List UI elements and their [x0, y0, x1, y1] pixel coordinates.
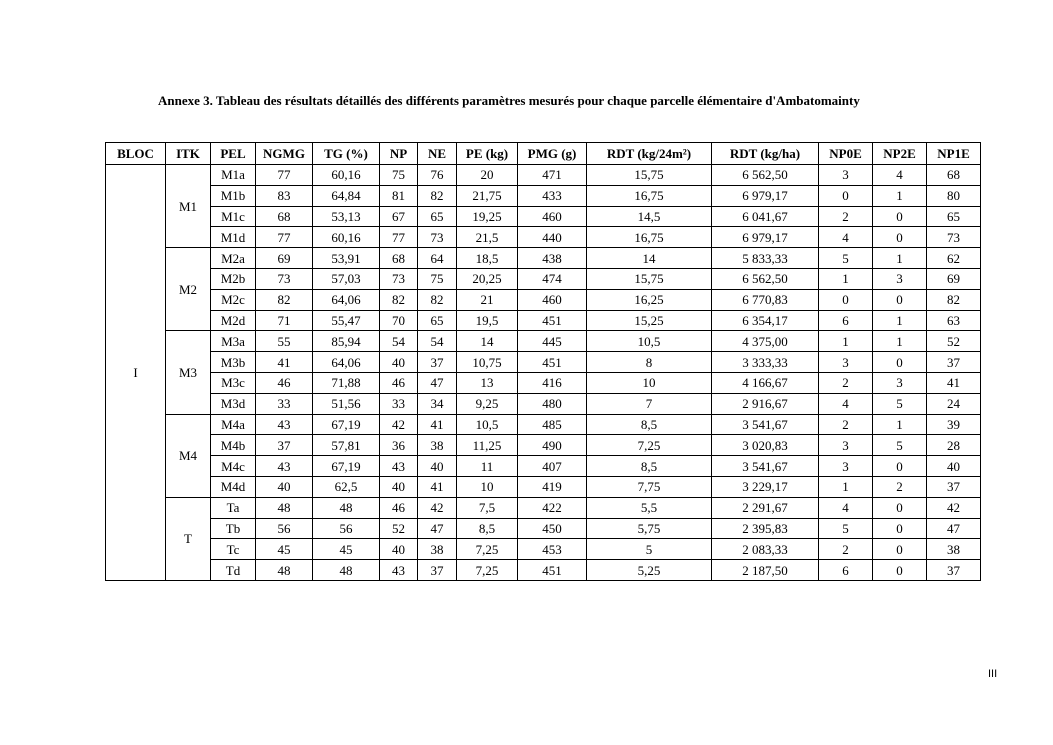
table-cell: 3	[819, 165, 873, 186]
table-cell: 21,5	[457, 227, 518, 248]
table-row	[106, 456, 981, 477]
bloc-cell: I	[106, 165, 166, 581]
table-cell: 460	[518, 289, 587, 310]
table-cell: 3	[873, 268, 927, 289]
table-cell: 0	[873, 289, 927, 310]
table-cell: 3	[819, 352, 873, 373]
table-cell: Td	[211, 560, 256, 581]
table-cell: 3 541,67	[712, 414, 819, 435]
table-cell: 4	[819, 227, 873, 248]
table-cell: 48	[313, 560, 380, 581]
table-cell: 28	[927, 435, 981, 456]
table-row	[106, 227, 981, 248]
table-cell: 56	[313, 518, 380, 539]
table-cell: 40	[418, 456, 457, 477]
table-cell: Tb	[211, 518, 256, 539]
table-cell: 4 166,67	[712, 372, 819, 393]
table-cell: 450	[518, 518, 587, 539]
table-cell: 2	[819, 414, 873, 435]
table-cell: 68	[380, 248, 418, 269]
table-cell: Ta	[211, 497, 256, 518]
table-cell: 67,19	[313, 456, 380, 477]
table-cell: 76	[418, 165, 457, 186]
table-cell: M2c	[211, 289, 256, 310]
table-cell: 73	[418, 227, 457, 248]
table-cell: 20,25	[457, 268, 518, 289]
table-cell: M1d	[211, 227, 256, 248]
table-row	[106, 518, 981, 539]
column-header: RDT (kg/24m²)	[587, 143, 712, 165]
column-header: NP	[380, 143, 418, 165]
itk-cell: M4	[166, 414, 211, 497]
table-cell: 80	[927, 185, 981, 206]
table-cell: 474	[518, 268, 587, 289]
table-cell: 0	[873, 456, 927, 477]
table-cell: 4	[873, 165, 927, 186]
table-cell: M4d	[211, 476, 256, 497]
table-row	[106, 268, 981, 289]
table-cell: 2 395,83	[712, 518, 819, 539]
table-cell: 6	[819, 560, 873, 581]
table-cell: 47	[418, 372, 457, 393]
column-header: NP1E	[927, 143, 981, 165]
table-cell: 43	[380, 560, 418, 581]
table-cell: 55	[256, 331, 313, 352]
table-cell: 7	[587, 393, 712, 414]
table-cell: 5,25	[587, 560, 712, 581]
table-cell: 0	[873, 497, 927, 518]
table-cell: 6	[819, 310, 873, 331]
table-cell: M4c	[211, 456, 256, 477]
table-cell: 65	[418, 206, 457, 227]
table-cell: 56	[256, 518, 313, 539]
table-cell: 46	[256, 372, 313, 393]
table-cell: 0	[873, 206, 927, 227]
table-cell: 3 541,67	[712, 456, 819, 477]
table-cell: 2	[819, 539, 873, 560]
table-cell: 19,5	[457, 310, 518, 331]
table-row	[106, 539, 981, 560]
table-cell: 83	[256, 185, 313, 206]
table-cell: 16,75	[587, 227, 712, 248]
table-cell: 451	[518, 310, 587, 331]
table-row	[106, 393, 981, 414]
table-cell: 40	[927, 456, 981, 477]
table-cell: 36	[380, 435, 418, 456]
table-cell: 65	[418, 310, 457, 331]
table-cell: 11	[457, 456, 518, 477]
table-cell: 75	[380, 165, 418, 186]
table-cell: 43	[256, 456, 313, 477]
table-cell: 2 083,33	[712, 539, 819, 560]
table-cell: 62,5	[313, 476, 380, 497]
table-cell: 6 979,17	[712, 227, 819, 248]
table-cell: 0	[873, 227, 927, 248]
table-row	[106, 414, 981, 435]
table-cell: 7,75	[587, 476, 712, 497]
table-cell: 2	[873, 476, 927, 497]
table-row	[106, 497, 981, 518]
table-cell: 471	[518, 165, 587, 186]
table-cell: 48	[256, 560, 313, 581]
table-cell: 5	[873, 435, 927, 456]
table-cell: 48	[313, 497, 380, 518]
table-cell: 14,5	[587, 206, 712, 227]
table-cell: 0	[873, 518, 927, 539]
table-cell: 47	[418, 518, 457, 539]
table-cell: 8	[587, 352, 712, 373]
table-cell: 37	[418, 352, 457, 373]
table-cell: 40	[380, 352, 418, 373]
table-cell: M3b	[211, 352, 256, 373]
table-cell: 6 770,83	[712, 289, 819, 310]
table-cell: 37	[927, 476, 981, 497]
table-cell: 10	[457, 476, 518, 497]
table-cell: 54	[418, 331, 457, 352]
table-cell: 64,06	[313, 289, 380, 310]
table-cell: 41	[418, 414, 457, 435]
table-cell: M1a	[211, 165, 256, 186]
table-cell: M1c	[211, 206, 256, 227]
table-cell: 451	[518, 560, 587, 581]
table-row	[106, 185, 981, 206]
table-cell: 69	[256, 248, 313, 269]
column-header: NE	[418, 143, 457, 165]
table-cell: M2d	[211, 310, 256, 331]
table-cell: 490	[518, 435, 587, 456]
column-header: NP2E	[873, 143, 927, 165]
table-cell: 57,03	[313, 268, 380, 289]
table-cell: 41	[256, 352, 313, 373]
table-cell: 5	[587, 539, 712, 560]
table-cell: 440	[518, 227, 587, 248]
table-cell: 6 562,50	[712, 165, 819, 186]
table-row	[106, 310, 981, 331]
table-cell: 73	[927, 227, 981, 248]
table-cell: 407	[518, 456, 587, 477]
table-cell: 52	[927, 331, 981, 352]
itk-cell: M2	[166, 248, 211, 331]
table-cell: 438	[518, 248, 587, 269]
table-cell: 5 833,33	[712, 248, 819, 269]
table-cell: 0	[873, 352, 927, 373]
table-cell: 48	[256, 497, 313, 518]
table-cell: 41	[418, 476, 457, 497]
table-cell: 64,06	[313, 352, 380, 373]
table-cell: 60,16	[313, 227, 380, 248]
table-cell: 42	[380, 414, 418, 435]
table-cell: 81	[380, 185, 418, 206]
table-cell: M2a	[211, 248, 256, 269]
table-cell: 3 020,83	[712, 435, 819, 456]
table-cell: 14	[587, 248, 712, 269]
table-cell: 53,13	[313, 206, 380, 227]
table-cell: 51,56	[313, 393, 380, 414]
table-row	[106, 165, 981, 186]
itk-cell: M1	[166, 165, 211, 248]
column-header: NGMG	[256, 143, 313, 165]
table-cell: 46	[380, 372, 418, 393]
table-cell: M4b	[211, 435, 256, 456]
table-cell: 4 375,00	[712, 331, 819, 352]
table-cell: 7,5	[457, 497, 518, 518]
table-cell: 38	[927, 539, 981, 560]
table-row	[106, 372, 981, 393]
table-cell: 3	[819, 456, 873, 477]
table-row	[106, 476, 981, 497]
table-cell: 445	[518, 331, 587, 352]
table-header	[106, 143, 981, 165]
table-cell: 7,25	[587, 435, 712, 456]
table-row	[106, 206, 981, 227]
table-cell: 73	[380, 268, 418, 289]
table-cell: 46	[380, 497, 418, 518]
table-cell: 6 041,67	[712, 206, 819, 227]
table-cell: 9,25	[457, 393, 518, 414]
table-cell: 34	[418, 393, 457, 414]
table-cell: 64	[418, 248, 457, 269]
table-cell: 57,81	[313, 435, 380, 456]
table-cell: 3	[873, 372, 927, 393]
table-cell: 82	[927, 289, 981, 310]
column-header: PEL	[211, 143, 256, 165]
table-cell: 54	[380, 331, 418, 352]
itk-cell: T	[166, 497, 211, 580]
table-cell: 82	[418, 185, 457, 206]
table-cell: 3 229,17	[712, 476, 819, 497]
table-cell: 8,5	[457, 518, 518, 539]
table-cell: 38	[418, 539, 457, 560]
table-cell: 4	[819, 497, 873, 518]
table-cell: 43	[256, 414, 313, 435]
table-cell: 73	[256, 268, 313, 289]
table-cell: 485	[518, 414, 587, 435]
table-row	[106, 248, 981, 269]
table-cell: 85,94	[313, 331, 380, 352]
table-row	[106, 435, 981, 456]
table-cell: 1	[873, 414, 927, 435]
table-cell: 433	[518, 185, 587, 206]
header-row	[106, 143, 981, 165]
table-cell: 2 916,67	[712, 393, 819, 414]
table-cell: 33	[256, 393, 313, 414]
table-cell: 71	[256, 310, 313, 331]
table-cell: 24	[927, 393, 981, 414]
table-cell: 2	[819, 372, 873, 393]
table-cell: 37	[927, 352, 981, 373]
table-cell: 82	[256, 289, 313, 310]
table-cell: 4	[819, 393, 873, 414]
table-cell: 77	[256, 227, 313, 248]
table-cell: 41	[927, 372, 981, 393]
column-header: BLOC	[106, 143, 166, 165]
table-row	[106, 331, 981, 352]
table-cell: 52	[380, 518, 418, 539]
table-cell: 19,25	[457, 206, 518, 227]
table-cell: 38	[418, 435, 457, 456]
table-cell: 0	[873, 539, 927, 560]
table-cell: 2	[819, 206, 873, 227]
table-cell: 65	[927, 206, 981, 227]
table-cell: 10,75	[457, 352, 518, 373]
table-cell: 45	[313, 539, 380, 560]
table-cell: 8,5	[587, 414, 712, 435]
table-cell: 62	[927, 248, 981, 269]
table-cell: 39	[927, 414, 981, 435]
table-cell: 1	[819, 476, 873, 497]
table-cell: 416	[518, 372, 587, 393]
table-cell: 68	[256, 206, 313, 227]
column-header: TG (%)	[313, 143, 380, 165]
table-cell: 15,75	[587, 268, 712, 289]
table-cell: 68	[927, 165, 981, 186]
table-cell: 42	[927, 497, 981, 518]
column-header: ITK	[166, 143, 211, 165]
table-cell: 43	[380, 456, 418, 477]
table-cell: 67,19	[313, 414, 380, 435]
table-cell: 10	[587, 372, 712, 393]
table-cell: 15,25	[587, 310, 712, 331]
table-cell: 3 333,33	[712, 352, 819, 373]
table-cell: 75	[418, 268, 457, 289]
table-cell: 0	[873, 560, 927, 581]
table-cell: M3a	[211, 331, 256, 352]
table-row	[106, 289, 981, 310]
table-cell: 55,47	[313, 310, 380, 331]
table-cell: 13	[457, 372, 518, 393]
table-cell: 0	[819, 289, 873, 310]
table-cell: 82	[418, 289, 457, 310]
table-cell: 3	[819, 435, 873, 456]
table-cell: 0	[819, 185, 873, 206]
table-cell: 422	[518, 497, 587, 518]
table-cell: M2b	[211, 268, 256, 289]
table-cell: 16,75	[587, 185, 712, 206]
table-cell: M3c	[211, 372, 256, 393]
table-cell: 1	[873, 331, 927, 352]
table-cell: 7,25	[457, 539, 518, 560]
table-cell: 6 354,17	[712, 310, 819, 331]
table-cell: 1	[873, 310, 927, 331]
table-row	[106, 560, 981, 581]
table-cell: 70	[380, 310, 418, 331]
column-header: PE (kg)	[457, 143, 518, 165]
table-cell: 419	[518, 476, 587, 497]
table-cell: 1	[819, 268, 873, 289]
table-cell: 451	[518, 352, 587, 373]
table-cell: M3d	[211, 393, 256, 414]
table-cell: 37	[927, 560, 981, 581]
table-cell: 33	[380, 393, 418, 414]
table-cell: 40	[380, 476, 418, 497]
itk-cell: M3	[166, 331, 211, 414]
table-cell: 20	[457, 165, 518, 186]
table-cell: 40	[380, 539, 418, 560]
table-cell: 2 291,67	[712, 497, 819, 518]
column-header: RDT (kg/ha)	[712, 143, 819, 165]
table-cell: 47	[927, 518, 981, 539]
column-header: NP0E	[819, 143, 873, 165]
table-cell: 5	[819, 248, 873, 269]
table-cell: 5,75	[587, 518, 712, 539]
table-cell: 21	[457, 289, 518, 310]
table-cell: 6 979,17	[712, 185, 819, 206]
table-cell: 460	[518, 206, 587, 227]
table-cell: 480	[518, 393, 587, 414]
table-cell: 453	[518, 539, 587, 560]
table-cell: 5	[819, 518, 873, 539]
table-cell: 6 562,50	[712, 268, 819, 289]
table-cell: 71,88	[313, 372, 380, 393]
table-cell: 5	[873, 393, 927, 414]
table-cell: 2 187,50	[712, 560, 819, 581]
table-cell: Tc	[211, 539, 256, 560]
table-cell: 82	[380, 289, 418, 310]
table-cell: 7,25	[457, 560, 518, 581]
table-cell: 11,25	[457, 435, 518, 456]
table-cell: 42	[418, 497, 457, 518]
table-cell: 8,5	[587, 456, 712, 477]
table-cell: 1	[873, 185, 927, 206]
table-cell: 1	[819, 331, 873, 352]
table-cell: 10,5	[457, 414, 518, 435]
table-cell: 40	[256, 476, 313, 497]
table-cell: 45	[256, 539, 313, 560]
table-cell: 21,75	[457, 185, 518, 206]
table-cell: 77	[380, 227, 418, 248]
table-cell: 14	[457, 331, 518, 352]
table-title: Annexe 3. Tableau des résultats détaillés des différents paramètres mesurés pour chaque parcelle élémentaire d'Ambatomainty	[158, 93, 860, 108]
table-cell: M4a	[211, 414, 256, 435]
table-cell: 64,84	[313, 185, 380, 206]
table-cell: 77	[256, 165, 313, 186]
table-cell: 53,91	[313, 248, 380, 269]
results-table	[105, 142, 981, 581]
table-cell: 1	[873, 248, 927, 269]
table-cell: 5,5	[587, 497, 712, 518]
table-cell: 37	[256, 435, 313, 456]
table-body	[106, 165, 981, 581]
table-cell: 60,16	[313, 165, 380, 186]
table-cell: 37	[418, 560, 457, 581]
table-cell: 10,5	[587, 331, 712, 352]
table-cell: M1b	[211, 185, 256, 206]
column-header: PMG (g)	[518, 143, 587, 165]
table-cell: 16,25	[587, 289, 712, 310]
table-cell: 63	[927, 310, 981, 331]
table-cell: 67	[380, 206, 418, 227]
table-row	[106, 352, 981, 373]
table-cell: 69	[927, 268, 981, 289]
table-cell: 15,75	[587, 165, 712, 186]
page-number: III	[988, 668, 998, 680]
table-cell: 18,5	[457, 248, 518, 269]
